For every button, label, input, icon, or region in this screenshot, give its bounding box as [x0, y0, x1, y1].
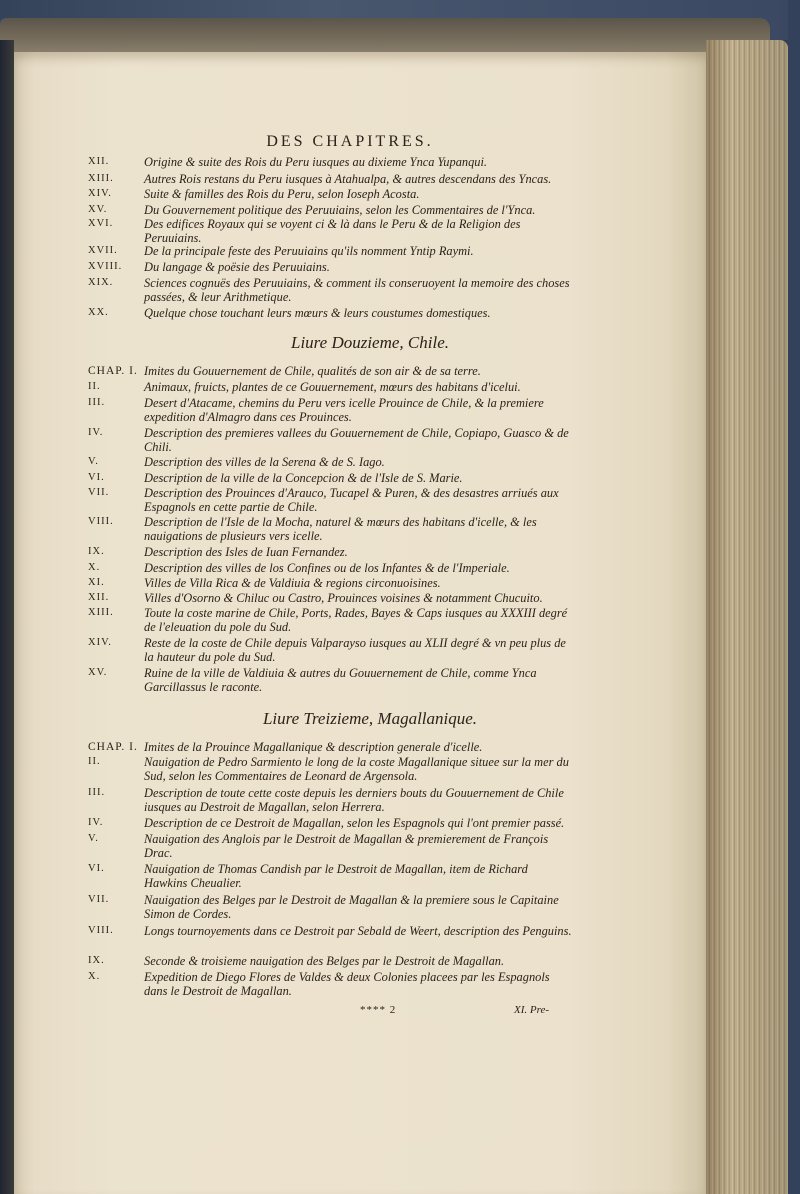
chapter-number: XIII.: [88, 173, 114, 184]
chapter-title: Villes de Villa Rica & de Valdiuia & regions circonuoisines.: [144, 576, 441, 590]
chapter-number: X.: [88, 971, 101, 982]
chapter-title: Sciences cognuës des Peruuiains, & comment ils conseruoyent la memoire des choses passées, & leur Arithmetique.: [144, 276, 570, 304]
chapter-number: VI.: [88, 863, 105, 874]
chapter-title: Seconde & troisieme nauigation des Belges par le Destroit de Magallan.: [144, 954, 505, 968]
chapter-number: IX.: [88, 546, 105, 557]
chapter-title: Description de la ville de la Concepcion & de l'Isle de S. Marie.: [144, 471, 463, 485]
chapter-title: Toute la coste marine de Chile, Ports, Rades, Bayes & Caps iusques au XXXIII degré de l'eleuation du pole du Sud.: [144, 606, 568, 634]
chapter-title: Description de toute cette coste depuis les derniers bouts du Gouuernement de Chile iusques au Destroit de Magallan, selon Herrera.: [144, 786, 564, 814]
chapter-title: Des edifices Royaux qui se voyent ci & là dans le Peru & de la Religion des Peruuiains.: [144, 217, 521, 245]
chapter-title: Nauigation de Pedro Sarmiento le long de la coste Magallanique situee sur la mer du Sud, selon les Commentaires de Leonard de Argensola.: [144, 755, 569, 783]
chapter-title: Expedition de Diego Flores de Valdes & deux Colonies placees par les Espagnols dans le Destroit de Magallan.: [144, 970, 550, 998]
chapter-number: III.: [88, 787, 106, 798]
chapter-number: VIII.: [88, 516, 114, 527]
chapter-title: Quelque chose touchant leurs mœurs & leurs coustumes domestiques.: [144, 306, 491, 320]
chapter-title: Description des Prouinces d'Arauco, Tucapel & Puren, & des desastres arriués aux Espagnols en cette partie de Chile.: [144, 486, 559, 514]
chapter-title: De la principale feste des Peruuiains qu'ils nomment Yntip Raymi.: [144, 244, 474, 258]
chapter-title: Origine & suite des Rois du Peru iusques au dixieme Ynca Yupanqui.: [144, 155, 488, 169]
chapter-number: IV.: [88, 817, 104, 828]
chapter-title: Suite & familles des Rois du Peru, selon Ioseph Acosta.: [144, 187, 420, 201]
chapter-number: XVIII.: [88, 261, 123, 272]
chapter-title: Nauigation de Thomas Candish par le Destroit de Magallan, item de Richard Hawkins Cheualier.: [144, 862, 528, 890]
chapter-title: Description de ce Destroit de Magallan, selon les Espagnols qui l'ont premier passé.: [144, 816, 565, 830]
chapter-number: VI.: [88, 472, 105, 483]
chapter-number: II.: [88, 381, 101, 392]
chapter-number: V.: [88, 456, 99, 467]
chapter-title: Imites de la Prouince Magallanique & description generale d'icelle.: [144, 740, 483, 754]
chapter-number: IV.: [88, 427, 104, 438]
catchword: XI. Pre-: [514, 1004, 550, 1016]
chapter-title: Nauigation des Belges par le Destroit de Magallan & la premiere sous le Capitaine Simon de Cordes.: [144, 893, 559, 921]
chapter-number: XIII.: [88, 607, 114, 618]
chapter-number: XVI.: [88, 218, 114, 229]
chapter-title: Du Gouvernement politique des Peruuiains, selon les Commentaires de l'Ynca.: [144, 203, 536, 217]
chapter-title: Autres Rois restans du Peru iusques à Atahualpa, & autres descendans des Yncas.: [144, 172, 552, 186]
chapter-number: XV.: [88, 204, 108, 215]
book-13-title: Liure Treizieme, Magallanique.: [262, 709, 478, 728]
chapter-number: CHAP. I.: [88, 365, 138, 377]
chapter-title: Imites du Gouuernement de Chile, qualités de son air & de sa terre.: [144, 364, 481, 378]
chapter-number: V.: [88, 833, 99, 844]
chapter-title: Ruine de la ville de Valdiuia & autres du Gouuernement de Chile, comme Ynca Garcillassus le raconte.: [144, 666, 537, 694]
chapter-number: XX.: [88, 307, 109, 318]
chapter-title: Description des Isles de Iuan Fernandez.: [144, 545, 348, 559]
page-header: DES CHAPITRES.: [266, 133, 434, 150]
chapter-number: XVII.: [88, 245, 118, 256]
chapter-title: Longs tournoyements dans ce Destroit par Sebald de Weert, description des Penguins.: [144, 924, 572, 938]
chapter-number: XII.: [88, 592, 110, 603]
book-12-title: Liure Douzieme, Chile.: [290, 333, 450, 352]
chapter-number: VIII.: [88, 925, 114, 936]
chapter-title: Description des premieres vallees du Gouuernement de Chile, Copiapo, Guasco & de Chili.: [144, 426, 569, 454]
chapter-title: Animaux, fruicts, plantes de ce Gouuernement, mœurs des habitans d'icelui.: [144, 380, 521, 394]
chapter-number: XIV.: [88, 637, 112, 648]
chapter-number: XIV.: [88, 188, 112, 199]
chapter-title: Desert d'Atacame, chemins du Peru vers icelle Prouince de Chile, & la premiere expedition d'Almagro dans ces Prouinces.: [144, 396, 544, 424]
chapter-number: XIX.: [88, 277, 114, 288]
chapter-title: Du langage & poësie des Peruuiains.: [144, 260, 330, 274]
chapter-number: IX.: [88, 955, 105, 966]
chapter-number: XI.: [88, 577, 105, 588]
chapter-title: Description des villes de la Serena & de S. Iago.: [144, 455, 385, 469]
chapter-number: XV.: [88, 667, 108, 678]
chapter-title: Description de l'Isle de la Mocha, naturel & mœurs des habitans d'icelle, & les nauigations de plusieurs vers icelle.: [144, 515, 537, 543]
chapter-number: II.: [88, 756, 101, 767]
chapter-number: XII.: [88, 156, 110, 167]
chapter-number: CHAP. I.: [88, 741, 138, 753]
chapter-title: Reste de la coste de Chile depuis Valparayso iusques au XLII degré & vn peu plus de la hauteur du pole du Sud.: [144, 636, 566, 664]
chapter-number: VII.: [88, 894, 110, 905]
chapter-title: Villes d'Osorno & Chiluc ou Castro, Prouinces voisines & notamment Chucuito.: [144, 591, 543, 605]
chapter-title: Description des villes de los Confines ou de los Infantes & de l'Imperiale.: [144, 561, 510, 575]
chapter-number: III.: [88, 397, 106, 408]
signature-mark: **** 2: [360, 1004, 397, 1016]
chapter-number: X.: [88, 562, 101, 573]
chapter-title: Nauigation des Anglois par le Destroit de Magallan & premierement de François Drac.: [144, 832, 549, 860]
chapter-number: VII.: [88, 487, 110, 498]
